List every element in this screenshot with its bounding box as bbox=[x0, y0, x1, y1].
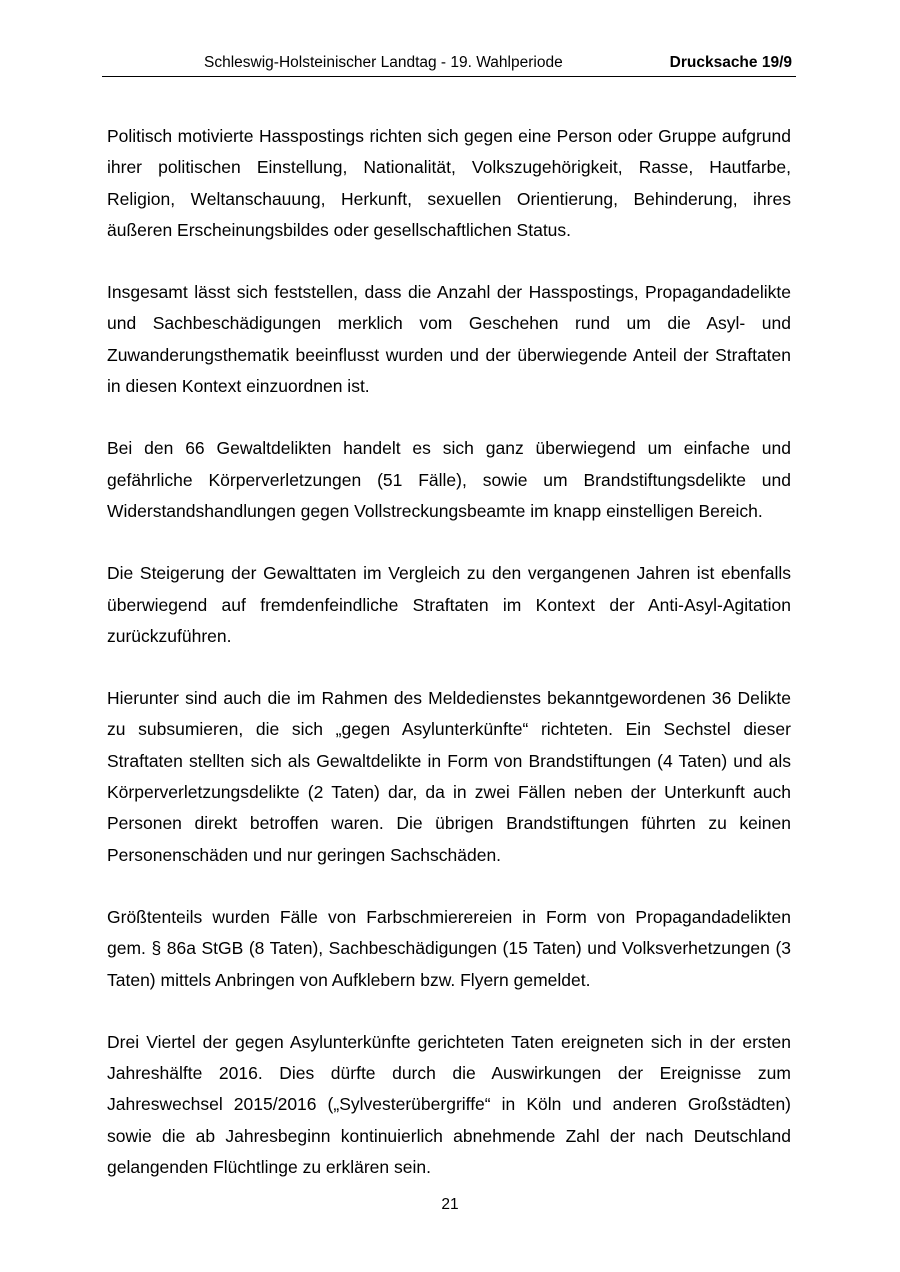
page-header bbox=[102, 52, 796, 77]
body-text bbox=[107, 121, 791, 1214]
paragraph-asylum-context: Insgesamt lässt sich feststellen, dass die Anzahl der Hasspostings, Propagandadelikte und Sachbeschädigungen merklich vom Geschehen rund um die Asyl- und Zuwanderungsthematik beeinflusst wurden und der überwiegende Anteil der Straftaten in diesen Kontext einzuordnen ist. bbox=[107, 282, 791, 397]
header-title: Schleswig-Holsteinischer Landtag - 19. Wahlperiode bbox=[204, 54, 563, 71]
paragraph-violent-offenses: Bei den 66 Gewaltdelikten handelt es sich ganz überwiegend um einfache und gefährliche Körperverletzungen (51 Fälle), sowie um Brandstiftungsdelikte und Widerstandshandlungen gegen Vollstreckungsbeamte im knapp einstelligen Bereich. bbox=[107, 438, 791, 521]
paragraph-first-half-2016: Drei Viertel der gegen Asylunterkünfte gerichteten Taten ereigneten sich in der ersten Jahreshälfte 2016. Dies dürfte durch die Auswirkungen der Ereignisse zum Jahreswechsel 2015/2016 („Sylvesterübergriffe“ in Köln und anderen Großstädten) sowie die ab Jahresbeginn kontinuierlich abnehmende Zahl der nach Deutschland gelangenden Flüchtlinge zu erklären sein. bbox=[107, 1031, 791, 1178]
page-number: 21 bbox=[441, 1196, 459, 1213]
paragraph-asylum-accommodation-offenses: Hierunter sind auch die im Rahmen des Meldedienstes bekanntgewordenen 36 Delikte zu subsumieren, die sich „gegen Asylunterkünfte“ richteten. Ein Sechstel dieser Straftaten stellten sich als Gewaltdelikte in Form von Brandstiftungen (4 Taten) und als Körperverletzungsdelikte (2 Taten) dar, da in zwei Fällen neben der Unterkunft auch Personen direkt betroffen waren. Die übrigen Brandstiftungen führten zu keinen Personenschäden und nur geringen Sachschäden. bbox=[107, 688, 791, 865]
document-reference: Drucksache 19/9 bbox=[669, 54, 792, 71]
paragraph-increase-violence: Die Steigerung der Gewalttaten im Vergleich zu den vergangenen Jahren ist ebenfalls überwiegend auf fremdenfeindliche Straftaten im Kontext der Anti-Asyl-Agitation zurückzuführen. bbox=[107, 563, 791, 646]
paragraph-graffiti-offenses: Größtenteils wurden Fälle von Farbschmierereien in Form von Propagandadelikten gem. § 86a StGB (8 Taten), Sachbeschädigungen (15 Taten) und Volksverhetzungen (3 Taten) mittels Anbringen von Aufklebern bzw. Flyern gemeldet. bbox=[107, 906, 791, 990]
paragraph-hate-postings-definition: Politisch motivierte Hasspostings richten sich gegen eine Person oder Gruppe aufgrund ihrer politischen Einstellung, Nationalität, Volkszugehörigkeit, Rasse, Hautfarbe, Religion, Weltanschauung, Herkunft, sexuellen Orientierung, Behinderung, ihres äußeren Erscheinungsbildes oder gesellschaftlichen Status. bbox=[107, 126, 791, 240]
